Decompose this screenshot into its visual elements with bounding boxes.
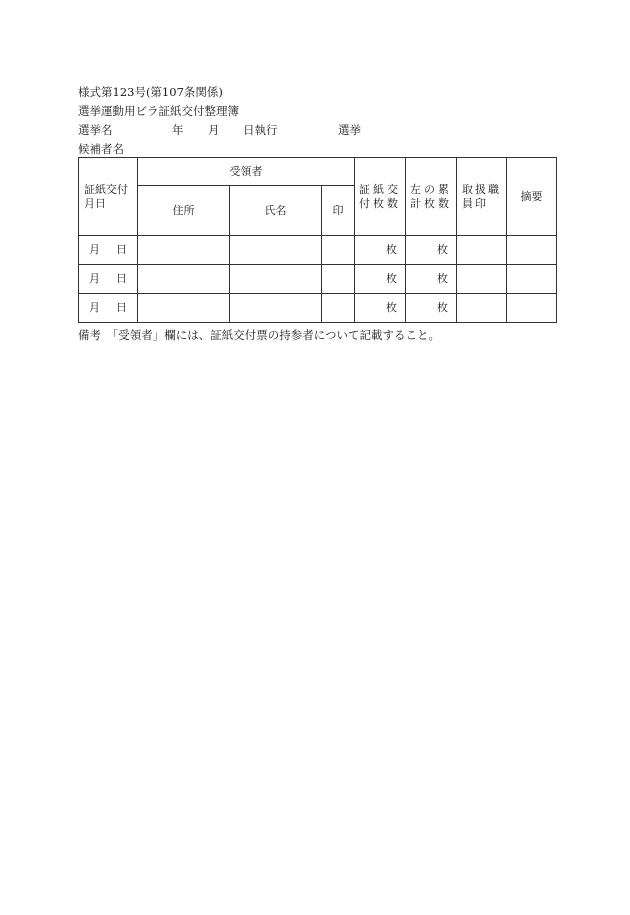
- table-row: [79, 236, 557, 265]
- header-name: 氏名: [230, 186, 322, 236]
- day-unit: 日: [116, 272, 127, 285]
- remarks-note: 備考 「受領者」欄には、証紙交付票の持参者について記載すること。: [78, 328, 441, 342]
- seal-cell: [322, 265, 355, 294]
- header-issued-count: [355, 158, 406, 236]
- month-unit: 月: [89, 301, 100, 314]
- month-unit: 月: [89, 272, 100, 285]
- staff-seal-cell: [457, 294, 507, 323]
- staff-seal-cell: [457, 236, 507, 265]
- remarks-cell: [507, 236, 557, 265]
- header-recipient: 受領者: [138, 158, 355, 186]
- date-cell: [79, 236, 138, 265]
- header-staff-seal-line2: 員印: [462, 196, 488, 210]
- day-unit: 日: [116, 301, 127, 314]
- year-label: 年: [172, 123, 184, 137]
- month-label: 月: [208, 123, 220, 137]
- remarks-cell: [507, 294, 557, 323]
- table-row: [79, 265, 557, 294]
- cumulative-cell: 枚: [406, 236, 457, 265]
- header-staff-seal: [457, 158, 507, 236]
- header-seal: 印: [322, 186, 355, 236]
- stamp-issuance-table: [78, 157, 557, 323]
- header-address: 住所: [138, 186, 230, 236]
- header-cumulative-line1: 左の累: [410, 182, 452, 196]
- address-cell: [138, 294, 230, 323]
- header-issued-count-line2: 付枚数: [359, 196, 401, 210]
- day-unit: 日: [116, 243, 127, 256]
- date-cell: [79, 265, 138, 294]
- table-row: [79, 294, 557, 323]
- address-cell: [138, 265, 230, 294]
- header-issued-count-line1: 証紙交: [359, 182, 401, 196]
- header-cumulative-line2: 計枚数: [410, 196, 452, 210]
- address-cell: [138, 236, 230, 265]
- name-cell: [230, 294, 322, 323]
- header-remarks: 摘要: [507, 158, 557, 236]
- seal-cell: [322, 294, 355, 323]
- header-issue-date-line2: 月日: [84, 196, 106, 210]
- header-cumulative: [406, 158, 457, 236]
- name-cell: [230, 236, 322, 265]
- header-staff-seal-line1: 取扱職: [462, 182, 501, 196]
- issued-count-cell: 枚: [355, 236, 406, 265]
- election-label: 選挙名: [78, 123, 113, 137]
- issued-count-cell: 枚: [355, 265, 406, 294]
- issued-count-cell: 枚: [355, 294, 406, 323]
- cumulative-cell: 枚: [406, 294, 457, 323]
- date-cell: [79, 294, 138, 323]
- remarks-cell: [507, 265, 557, 294]
- name-cell: [230, 265, 322, 294]
- candidate-label: 候補者名: [78, 142, 124, 156]
- cumulative-cell: 枚: [406, 265, 457, 294]
- election-word: 選挙: [338, 123, 361, 137]
- form-number: 様式第123号(第107条関係): [78, 85, 223, 99]
- held-day-label: 日執行: [243, 123, 278, 137]
- form-title: 選挙運動用ビラ証紙交付整理簿: [78, 104, 239, 118]
- header-issue-date: [79, 158, 138, 236]
- month-unit: 月: [89, 243, 100, 256]
- header-issue-date-line1: 証紙交付: [84, 182, 128, 196]
- seal-cell: [322, 236, 355, 265]
- staff-seal-cell: [457, 265, 507, 294]
